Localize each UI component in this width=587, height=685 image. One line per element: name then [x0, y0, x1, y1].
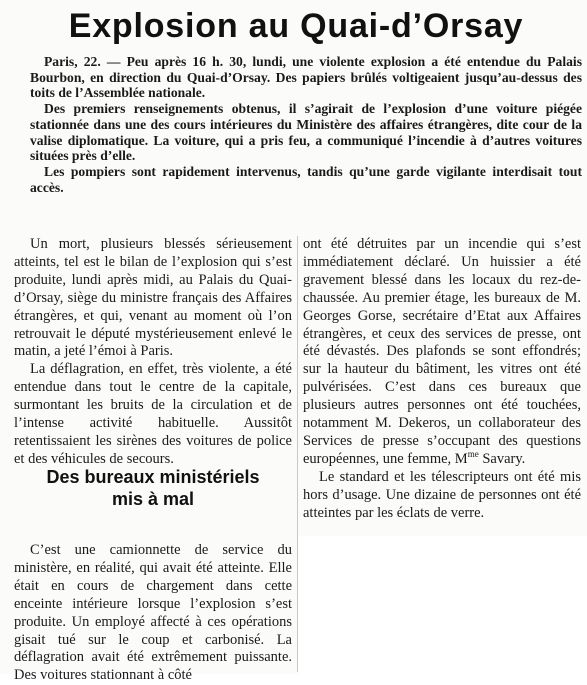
- honorific-superscript: me: [467, 449, 479, 460]
- body-paragraph: Un mort, plusieurs blessés sérieusement atteints, tel est le bilan de l’explosion qui s’est produite, lundi après midi, au Palais du Quai-d’Orsay, siège du ministre français des Affaires étrangères, et qui, venant au moment où l’on retrouvait le député mystérieusement enlevé le matin, a jeté l’émoi à Paris.: [14, 236, 292, 360]
- subheading: [14, 466, 292, 510]
- subheading-line: Des bureaux ministériels: [46, 467, 260, 487]
- body-paragraph: C’est une camionnette de service du ministère, en réalité, qui avait été atteinte. Elle était en cours de chargement dans cette enceinte intérieure lorsque l’explosion s’est produite. Un employé affecté à ces opérations gisait tué sur le coup et carbonisé. La déflagration avait été extrêmement puissante. Des voitures stationnant à côté: [14, 542, 292, 684]
- body-paragraph: [303, 236, 581, 469]
- honorific: M: [454, 450, 468, 467]
- body-paragraph: La déflagration, en effet, très violente, a été entendue dans tout le centre de la capitale, surmontant les bruits de la circulation et de l’intense activité habituelle. Aussitôt retentissaient les sirènes des voitures de police et des véhicules de secours.: [14, 361, 292, 467]
- lede: [30, 54, 582, 195]
- lede-paragraph: Des premiers renseignements obtenus, il s’agirait de l’explosion d’une voiture piégée stationnée dans une des cours intérieures du Ministère des affaires étrangères, dite cour de la valise diplomatique. La voiture, qui a pris feu, a communiqué l’incendie à d’autres voitures situées près d’elle.: [30, 101, 582, 164]
- body-text: ont été détruites par un incendie qui s’est immédiatement déclaré. Un huissier a été gravement blessé dans les locaux du rez-de-chaussée. Au premier étage, les bureaux de M. Georges Gorse, secrétaire d’Etat aux Affaires étrangères, et ceux des services de presse, ont été dévastés. Des plafonds se sont effondrés; sur la hauteur du bâtiment, les vitres ont été pulvérisées. C’est dans ces bureaux que plusieurs autres personnes ont été touchées, notamment M. Dekeros, un collaborateur des Services de presse s’occupant des questions européennes, une femme,: [303, 236, 581, 467]
- blank-area: [298, 536, 587, 674]
- subheading-line: mis à mal: [111, 489, 195, 509]
- headline: Explosion au Quai-d’Orsay: [68, 7, 524, 45]
- person-name: Savary.: [478, 450, 526, 467]
- lede-paragraph: Paris, 22. — Peu après 16 h. 30, lundi, une violente explosion a été entendue du Palais Bourbon, en direction du Quai-d’Orsay. Des papiers brûlés voltigeaient jusqu’au-dessus des toits de l’Assemblée nationale.: [30, 54, 582, 101]
- right-column: [303, 236, 581, 523]
- left-column-continued: [14, 542, 292, 685]
- lede-paragraph: Les pompiers sont rapidement intervenus, tandis qu’une garde vigilante interdisait tout accès.: [30, 163, 582, 195]
- left-column: [14, 236, 292, 469]
- body-paragraph: Le standard et les télescripteurs ont été mis hors d’usage. Une dizaine de personnes ont été atteintes par les éclats de verre.: [303, 468, 581, 521]
